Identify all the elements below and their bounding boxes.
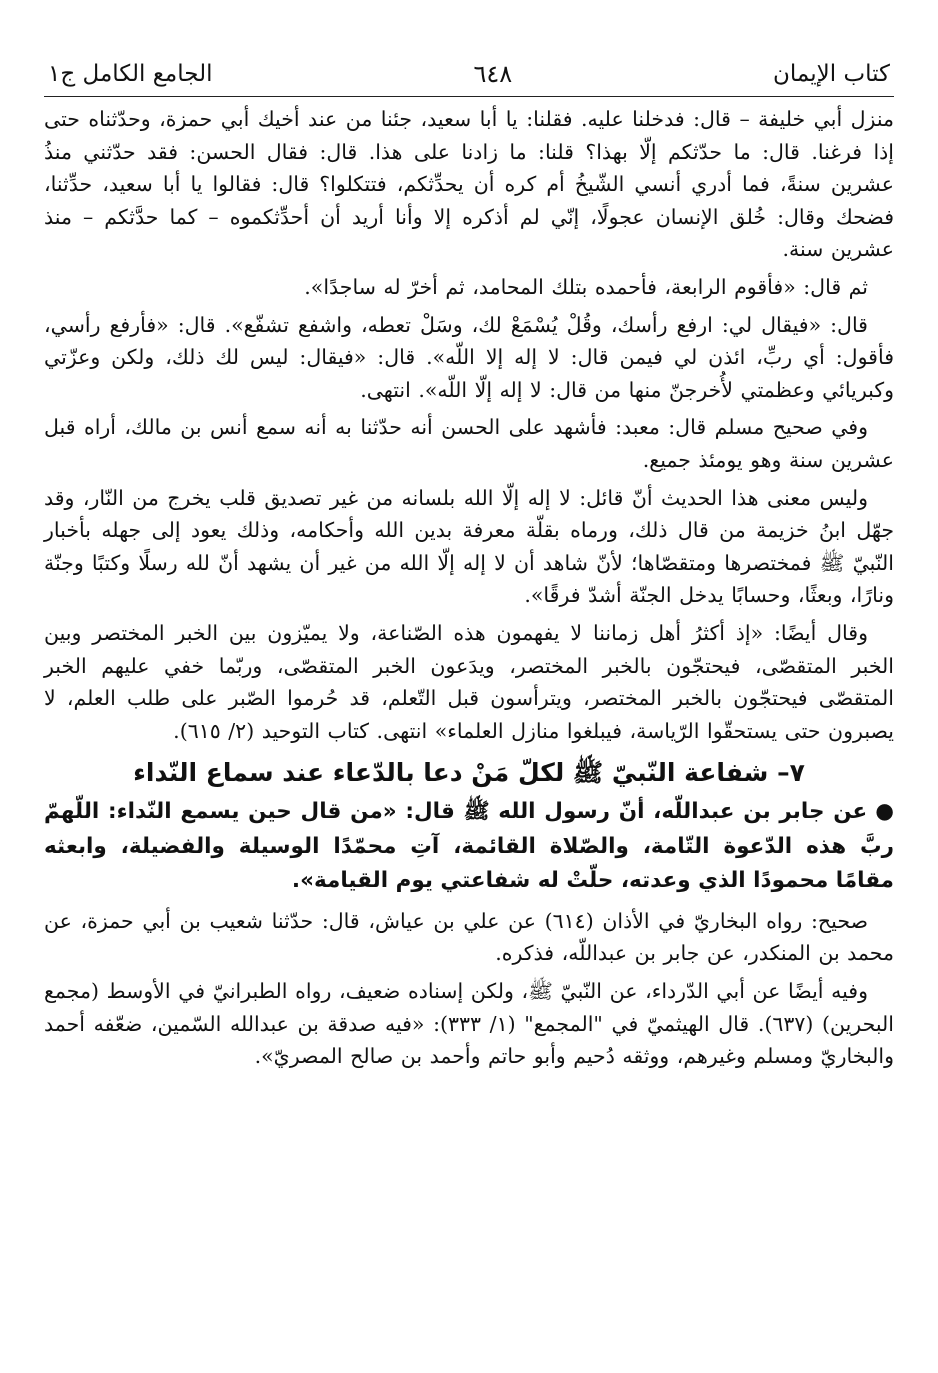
paragraph: وليس معنى هذا الحديث أنّ قائل: لا إله إلّا الله بلسانه من غير تصديق قلب يخرج من النّار، وقد جهّل ابنُ خزيمة من قال ذلك، ورماه بقلّة معرفة بدين الله وأحكامه، وذلك يعود إلى جهله بأخبار النّبيّ ﷺ فمختصرها ومتقصّاها؛ لأنّ شاهد أن لا إله إلّا الله من غير أن يشهد أنّ لله رسلًا وكتبًا وجنّة ونارًا، وبعثًا، وحسابًا يدخل الجنّة أشدّ فرقًا». bbox=[44, 485, 894, 608]
book-page bbox=[44, 52, 894, 1333]
main-text bbox=[44, 103, 894, 1073]
running-header bbox=[44, 52, 894, 97]
hadith-body: عن جابر بن عبداللّه، أنّ رسول الله ﷺ قال: «من قال حين يسمع النّداء: اللّهمّ ربَّ هذه الدّعوة التّامة، والصّلاة القائمة، آتِ محمّدًا الوسيلة والفضيلة، وابعثه مقامًا محمودًا الذي وعدته، حلّتْ له شفاعتي يوم القيامة». bbox=[44, 799, 894, 894]
takhrij-note: وفيه أيضًا عن أبي الدّرداء، عن النّبيّ ﷺ، ولكن إسناده ضعيف، رواه الطبرانيّ في الأوسط (مجمع البحرين) (٦٣٧). قال الهيثميّ في "المجمع" (١/ ٣٣٣): «فيه صدقة بن عبدالله السّمين، ضعّفه أحمد والبخاريّ ومسلم وغيرهم، ووثقه دُحيم وأبو حاتم وأحمد بن صالح المصريّ». bbox=[44, 978, 894, 1069]
paragraph: منزل أبي خليفة – قال: فدخلنا عليه. فقلنا: يا أبا سعيد، جئنا من عند أخيك أبي حمزة، وحدّثناه حتى إذا فرغنا. قال: ما حدّثكم إلّا بهذا؟ قلنا: ما زادنا على هذا. قال: فقال الحسن: فقد حدّثني منذُ عشرين سنةً، فما أدري أنسي الشّيخُ أم كره أن يحدِّثكم، فتتكلوا؟ قال: فقالوا يا أبا سعيد، حدِّثنا، فضحك وقال: خُلق الإنسان عجولًا، إنّي لم أذكره إلا وأنا أريد أن أحدِّثكموه – كما حدَّثكم – منذ عشرين سنة. bbox=[44, 107, 894, 262]
takhrij-note: صحيح: رواه البخاريّ في الأذان (٦١٤) عن علي بن عياش، قال: حدّثنا شعيب بن أبي حمزة، عن محمد بن المنكدر، عن جابر بن عبداللّه، فذكره. bbox=[44, 908, 894, 966]
paragraph: قال: «فيقال لي: ارفع رأسك، وقُلْ يُسْمَعْ لك، وسَلْ تعطه، واشفع تشفّع». قال: «فأرفع رأسي، فأقول: أي ربِّ، ائذن لي فيمن قال: لا إله إلا اللّه». قال: «فيقال: ليس لك ذلك، ولكن وعزّتي وكبريائي وعظمتي لأُخرجنّ منها من قال: لا إله إلّا اللّه». انتهى. bbox=[44, 312, 894, 402]
series-title: الجامع الكامل ج١ bbox=[48, 61, 213, 87]
section-heading: ٧– شفاعة النّبيّ ﷺ لكلّ مَنْ دعا بالدّعاء عند سماع النّداء bbox=[133, 758, 805, 788]
book-title: كتاب الإيمان bbox=[773, 61, 890, 87]
paragraph: وقال أيضًا: «إذ أكثرُ أهل زماننا لا يفهمون هذه الصّناعة، ولا يميّزون بين الخبر المختصر وبين الخبر المتقصّى، فيحتجّون بالخبر المختصر، ويدَعون الخبر المتقصّى، وربّما خفي عليهم الخبر المتقصّى فيحتجّون بالخبر المختصر، ويترأسون قبل التّعلم، قد حُرموا الصّبر على طلب العلم، لا يصبرون حتى يستحقّوا الرّياسة، فيبلغوا منازل العلماء» انتهى. كتاب التوحيد (٢/ ٦١٥). bbox=[44, 620, 894, 743]
hadith-text bbox=[44, 795, 894, 899]
page-number: ٦٤٨ bbox=[473, 60, 513, 88]
paragraph: وفي صحيح مسلم قال: معبد: فأشهد على الحسن أنه حدّثنا به أنه سمع أنس بن مالك، أراه قبل عشرين سنة وهو يومئذ جميع. bbox=[44, 415, 894, 472]
paragraph: ثم قال: «فأقوم الرابعة، فأحمده بتلك المحامد، ثم أخرّ له ساجدًا». bbox=[304, 274, 868, 299]
bullet-icon: ● bbox=[875, 799, 894, 825]
